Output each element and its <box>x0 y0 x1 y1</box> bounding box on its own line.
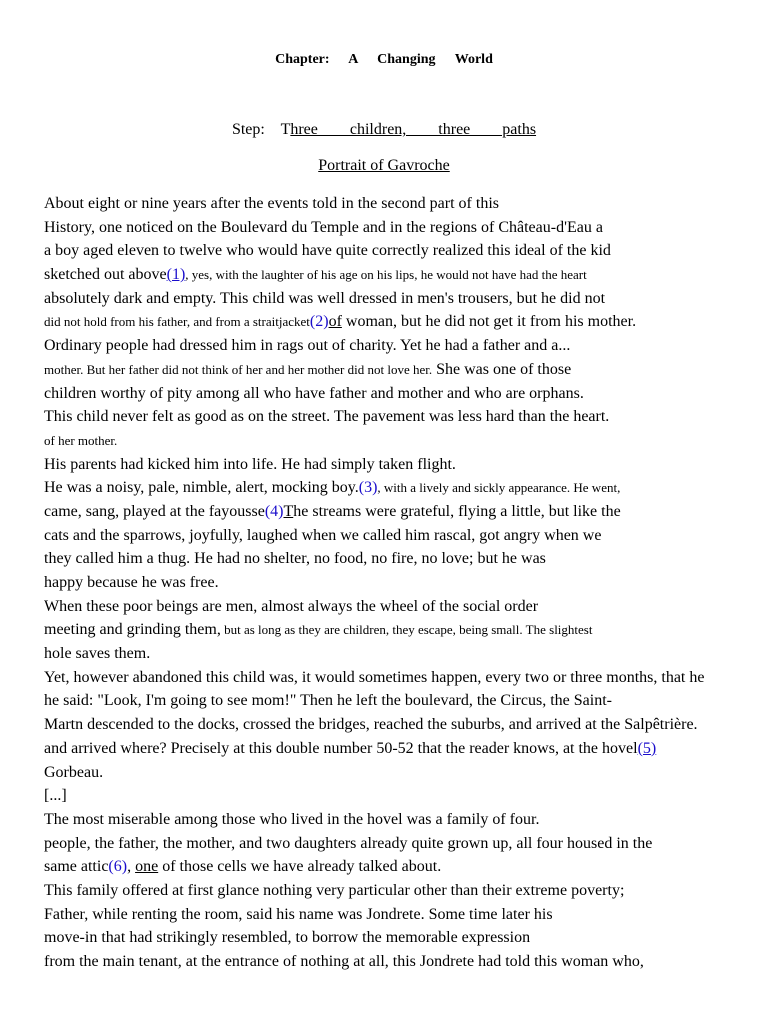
step-label: Step: <box>231 121 265 138</box>
text-line: Gorbeau. <box>44 763 104 781</box>
text-span: , yes, with the laughter of his age on his lips, he would not have had the heart <box>185 267 587 283</box>
text-line <box>44 358 768 382</box>
text-span: , with a lively and sickly appearance. He went, <box>377 480 621 496</box>
text-line <box>44 737 768 761</box>
text-span: same attic <box>44 858 109 876</box>
text-line: Yet, however abandoned this child was, it would sometimes happen, every two or three months, that he <box>44 668 705 686</box>
text-line: Martn descended to the docks, crossed the bridges, reached the suburbs, and arrived at the Salpêtrière. <box>44 716 698 734</box>
text-line: of her mother. <box>44 432 118 448</box>
text-span: he streams were grateful, flying a little, but like the <box>293 502 621 520</box>
text-line: History, one noticed on the Boulevard du Temple and in the regions of Château-d'Eau a <box>44 218 603 236</box>
chapter-heading <box>0 52 768 68</box>
text-line: This family offered at first glance nothing very particular other than their extreme poverty; <box>44 881 625 899</box>
text-span: meeting and grinding them, <box>44 621 221 639</box>
text-line: from the main tenant, at the entrance of nothing at all, this Jondrete had told this woman who, <box>44 953 644 970</box>
text-line <box>44 855 768 879</box>
text-span: She was one of those <box>432 360 572 378</box>
text-span: T <box>283 502 294 520</box>
text-span: did not hold from his father, and from a straitjacket <box>44 314 310 330</box>
document-body <box>44 192 768 974</box>
text-span: and arrived where? Precisely at this double number 50-52 that the reader knows, at the hovel <box>44 739 638 757</box>
text-span: sketched out above <box>44 266 167 284</box>
footnote-link-5[interactable]: (5) <box>637 739 657 757</box>
text-line: a boy aged eleven to twelve who would have quite correctly realized this ideal of the kid <box>44 242 611 260</box>
chapter-title: A Changing World <box>348 52 493 67</box>
text-line: people, the father, the mother, and two daughters already quite grown up, all four housed in the <box>44 834 653 852</box>
footnote-link-1[interactable]: (1) <box>166 266 186 284</box>
text-line: His parents had kicked him into life. He had simply taken flight. <box>44 455 456 473</box>
text-line <box>44 500 768 524</box>
step-heading <box>0 121 768 139</box>
footnote-link-6[interactable]: (6) <box>108 858 128 876</box>
text-span: of those cells we have already talked about. <box>158 858 442 876</box>
text-line: Ordinary people had dressed him in rags out of charity. Yet he had a father and a... <box>44 337 571 355</box>
text-span: one <box>135 858 159 876</box>
step-title: hree children, three paths <box>290 121 537 138</box>
text-span: but as long as they are children, they escape, being small. The slightest <box>220 622 593 638</box>
footnote-link-4[interactable]: (4) <box>264 502 284 520</box>
text-line: children worthy of pity among all who have father and mother and who are orphans. <box>44 384 584 402</box>
text-line <box>44 310 768 334</box>
text-line: absolutely dark and empty. This child was well dressed in men's trousers, but he did not <box>44 289 606 307</box>
text-span: , <box>127 858 136 876</box>
text-span: He was a noisy, pale, nimble, alert, mocking boy. <box>44 479 359 497</box>
text-line <box>44 476 768 500</box>
step-first-letter: T <box>280 121 291 138</box>
text-line: he said: "Look, I'm going to see mom!" Then he left the boulevard, the Circus, the Saint- <box>44 692 612 710</box>
text-span: came, sang, played at the fayousse <box>44 502 265 520</box>
text-line: About eight or nine years after the events told in the second part of this <box>44 195 499 212</box>
text-line: cats and the sparrows, joyfully, laughed when we called him rascal, got angry when we <box>44 526 602 544</box>
chapter-label: Chapter: <box>275 52 330 67</box>
text-line <box>44 618 768 642</box>
section-title: Portrait of Gavroche <box>318 157 450 174</box>
text-line <box>44 263 768 287</box>
text-line: hole saves them. <box>44 645 151 663</box>
text-line: When these poor beings are men, almost always the wheel of the social order <box>44 597 539 615</box>
text-span: woman, but he did not get it from his mother. <box>341 313 637 331</box>
text-span: mother. But her father did not think of her and her mother did not love her. <box>44 361 433 377</box>
footnote-link-3[interactable]: (3) <box>358 479 378 497</box>
text-line: This child never felt as good as on the street. The pavement was less hard than the heart. <box>44 408 610 426</box>
footnote-link-2[interactable]: (2) <box>309 313 329 331</box>
text-line: happy because he was free. <box>44 574 219 591</box>
text-line: Father, while renting the room, said his name was Jondrete. Some time later his <box>44 905 553 923</box>
text-line: they called him a thug. He had no shelter, no food, no fire, no love; but he was <box>44 550 546 568</box>
text-span: of <box>328 313 342 331</box>
text-line: move-in that had strikingly resembled, to borrow the memorable expression <box>44 929 531 947</box>
text-line: The most miserable among those who lived in the hovel was a family of four. <box>44 810 540 828</box>
text-line: [...] <box>44 787 67 805</box>
